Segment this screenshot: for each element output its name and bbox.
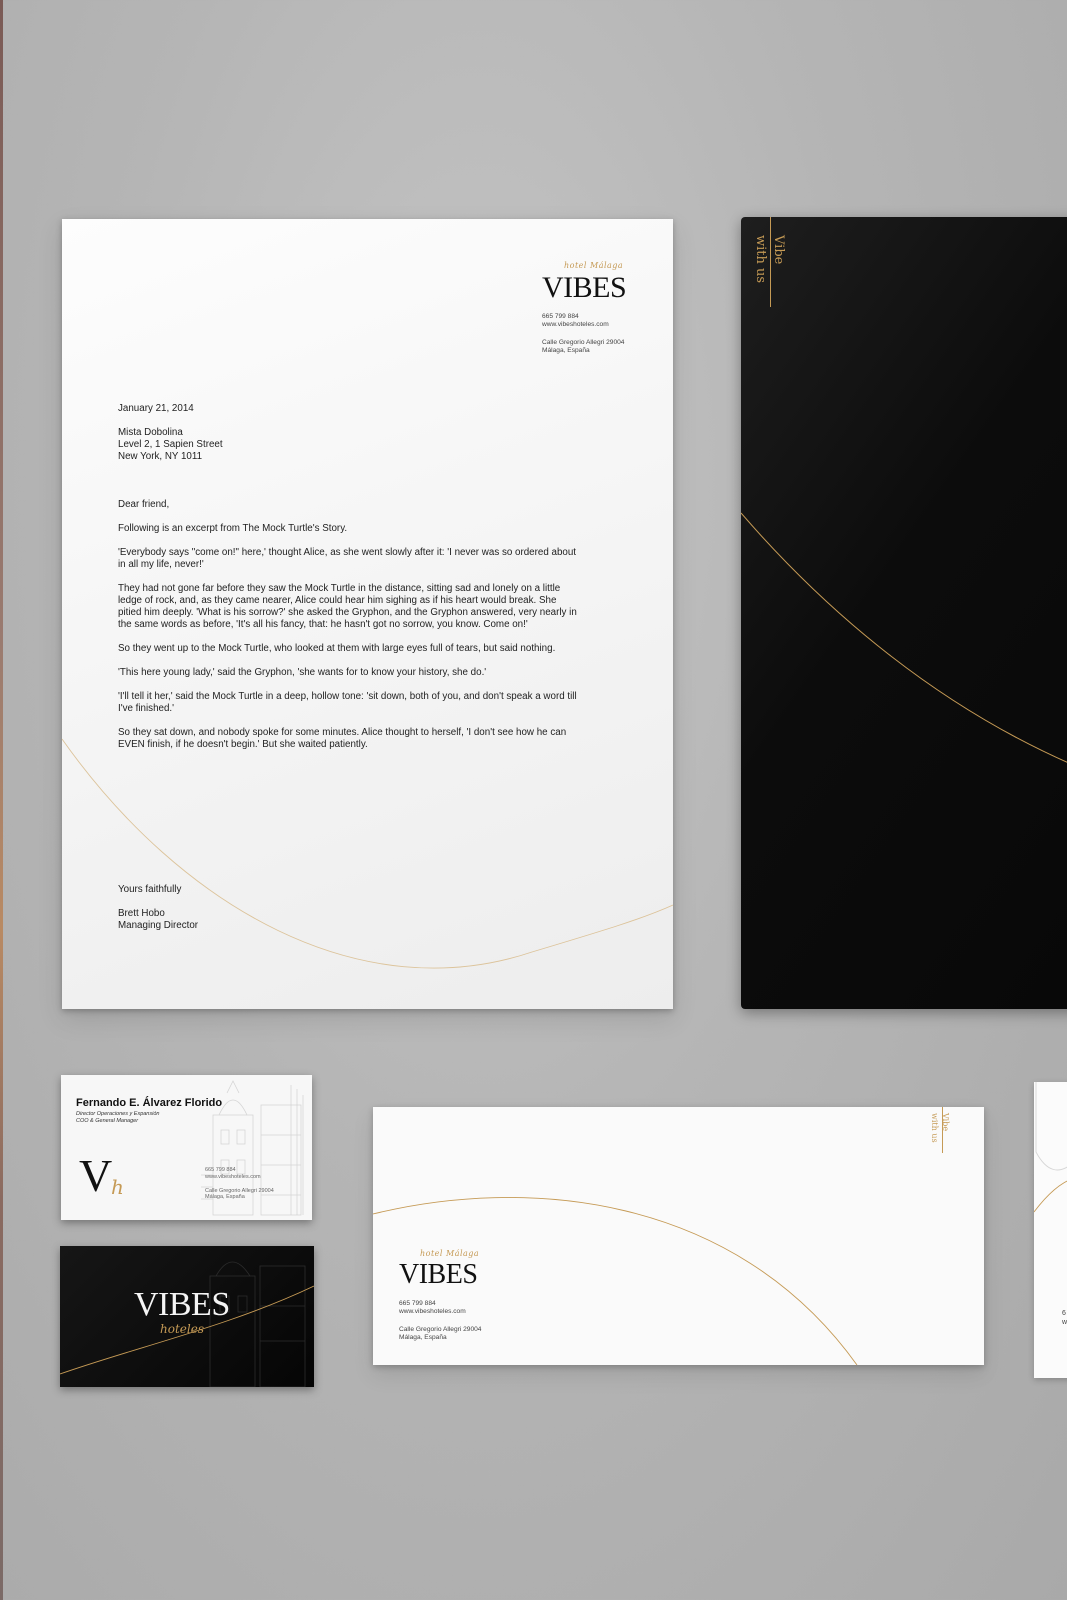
card-back-subbrand: hoteles [160, 1322, 204, 1336]
envelope-vertical-tagline [929, 1113, 951, 1143]
letter-closing: Yours faithfully [118, 884, 182, 895]
envelope-back-flap [1034, 1082, 1067, 1378]
logo-wordmark: VIBES [542, 271, 627, 304]
card-website: www.vibeshoteles.com [205, 1173, 261, 1180]
card-title-line2: COO & General Manager [76, 1117, 139, 1124]
business-card-back [60, 1246, 314, 1387]
folder-vertical-tagline [751, 235, 787, 283]
signer-name: Brett Hobo [118, 908, 165, 919]
letter-recipient-block [118, 427, 578, 463]
card-back-wordmark: VIBES [134, 1286, 230, 1323]
envelope-contact [399, 1300, 481, 1343]
letter-paragraph: So they went up to the Mock Turtle, who looked at them with large eyes full of tears, but said nothing. [118, 643, 556, 654]
recipient-street: Level 2, 1 Sapien Street [118, 439, 223, 450]
card-person-name: Fernando E. Álvarez Florido [76, 1097, 223, 1109]
card-monogram-h: h [111, 1175, 124, 1199]
letter-paragraph: Following is an excerpt from The Mock Turtle's Story. [118, 523, 348, 534]
letterhead-website: www.vibeshoteles.com [542, 321, 609, 329]
envelope-logo-tagline: hotel Málaga [420, 1249, 480, 1258]
card-contact [205, 1167, 274, 1201]
background-edge-strip [0, 0, 3, 1600]
letter-paragraph: 'I'll tell it her,' said the Mock Turtle in a deep, hollow tone: 'sit down, both of you, and don't speak a word till I've finished.' [118, 691, 577, 714]
letter-salutation: Dear friend, [118, 499, 170, 510]
card-address-line2: Málaga, España [205, 1194, 245, 1201]
envelope-address-line1: Calle Gregorio Allegri 29004 [399, 1325, 482, 1333]
envelope-tag-line2: with us [930, 1113, 939, 1143]
letter-paragraph: So they sat down, and nobody spoke for some minutes. Alice thought to herself, 'I don't see how he can EVEN finish, if he doesn't begin.' But she waited patiently. [118, 727, 567, 750]
cutoff-text-line1: 6 [1062, 1310, 1066, 1317]
presentation-folder [741, 217, 1067, 1009]
folder-tag-line1: Vibe [771, 235, 786, 265]
envelope-website: www.vibeshoteles.com [399, 1308, 466, 1316]
card-phone: 665 799 884 [205, 1167, 236, 1173]
business-card-front [61, 1075, 312, 1220]
letter-body [118, 499, 578, 751]
letterhead-contact [542, 313, 624, 356]
letterhead-phone: 665 799 884 [542, 313, 579, 320]
letterhead-sheet [62, 219, 673, 1009]
folder-gold-curve [741, 217, 1067, 1009]
envelope-address-line2: Málaga, España [399, 1334, 447, 1342]
card-monogram-v: V [79, 1150, 113, 1201]
letterhead-address-line1: Calle Gregorio Allegri 29004 [542, 338, 625, 346]
envelope-phone: 665 799 884 [399, 1300, 436, 1307]
logo-tagline: hotel Málaga [564, 261, 624, 270]
letter-paragraph: They had not gone far before they saw the Mock Turtle in the distance, sitting sad and lonely on a little ledge of rock, and, as they came nearer, Alice could hear him sighing as if his heart would break. She pitied him deeply. 'What is his sorrow?' she asked the Gryphon, and the Gryphon answered, very nearly in the same words as before, 'It's all his fancy, that: he hasn't got no sorrow, you know. Come on!' [118, 583, 577, 630]
card-address-line1: Calle Gregorio Allegri 29004 [205, 1187, 274, 1194]
envelope [373, 1107, 984, 1365]
envelope-back-cutoff [1034, 1082, 1067, 1378]
cutoff-text-line2: w [1062, 1319, 1067, 1326]
letter-date: January 21, 2014 [118, 403, 194, 414]
letter-signature-block [118, 908, 578, 932]
envelope-logo-wordmark: VIBES [399, 1259, 478, 1290]
envelope-tag-line1: Vibe [941, 1113, 950, 1132]
recipient-city: New York, NY 1011 [118, 451, 203, 462]
recipient-name: Mista Dobolina [118, 427, 183, 438]
card-person-titles [76, 1111, 159, 1124]
folder-tag-line2: with us [753, 235, 768, 284]
signer-title: Managing Director [118, 920, 199, 931]
letter-paragraph: 'This here young lady,' said the Gryphon, 'she wants for to know your history, she do.' [118, 667, 487, 678]
card-title-line1: Director Operaciones y Expansión [76, 1111, 160, 1117]
letter-paragraph: 'Everybody says "come on!" here,' thought Alice, as she went slowly after it: 'I never was so ordered about in all my life, never!' [118, 547, 577, 570]
letterhead-address-line2: Málaga, España [542, 347, 590, 355]
